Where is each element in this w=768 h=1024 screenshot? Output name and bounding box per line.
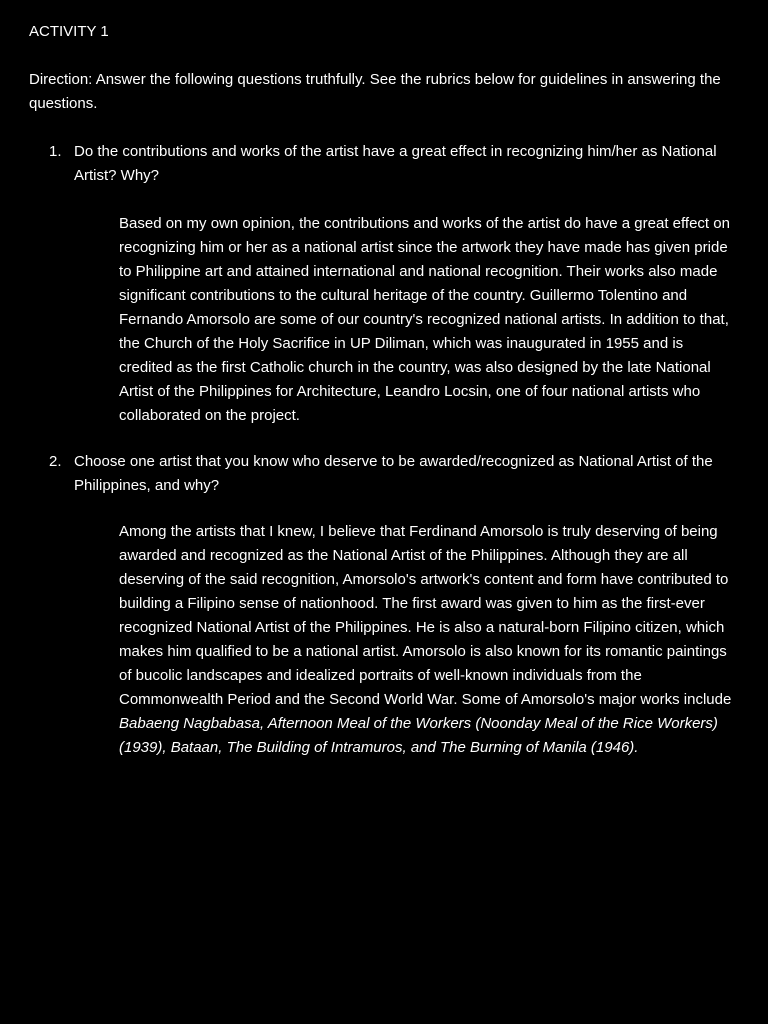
answer-2 <box>119 520 734 760</box>
activity-title: ACTIVITY 1 <box>29 23 109 40</box>
question-1 <box>29 140 734 188</box>
question-text: Choose one artist that you know who deserve to be awarded/recognized as National Artist of the Philippines, and why? <box>74 453 713 494</box>
answer-2-text: Among the artists that I knew, I believe that Ferdinand Amorsolo is truly deserving of being awarded and recognized as the National Artist of the Philippines. Although they are all deserving of the said recognition, Amorsolo's artwork's content and form have contributed to building a Filipino sense of nationhood. The first award was given to him as the first-ever recognized National Artist of the Philippines. He is also a natural-born Filipino citizen, which makes him qualified to be a national artist. Amorsolo is also known for its romantic paintings of bucolic landscapes and idealized portraits of well-known individuals from the Commonwealth Period and the Second World War. Some of Amorsolo's major works include <box>119 523 732 708</box>
question-text: Do the contributions and works of the artist have a great effect in recognizing him/her as National Artist? Why? <box>74 143 717 184</box>
direction-text: Direction: Answer the following questions truthfully. See the rubrics below for guidelines in answering the questions. <box>29 71 721 112</box>
question-number: 1. <box>49 143 62 160</box>
answer-1: Based on my own opinion, the contributions and works of the artist do have a great effect on recognizing him or her as a national artist since the artwork they have made has given pride to Philippine art and attained international and national recognition. Their works also made significant contributions to the cultural heritage of the country. Guillermo Tolentino and Fernando Amorsolo are some of our country's recognized national artists. In addition to that, the Church of the Holy Sacrifice in UP Diliman, which was inaugurated in 1955 and is credited as the first Catholic church in the country, was also designed by the late National Artist of the Philippines for Architecture, Leandro Locsin, one of four national artists who collaborated on the project. <box>119 215 730 424</box>
major-works-list: Babaeng Nagbabasa, Afternoon Meal of the Workers (Noonday Meal of the Rice Workers) (1939), Bataan, The Building of Intramuros, and The Burning of Manila (1946). <box>119 715 718 756</box>
question-2 <box>29 450 734 498</box>
question-number: 2. <box>49 453 62 470</box>
